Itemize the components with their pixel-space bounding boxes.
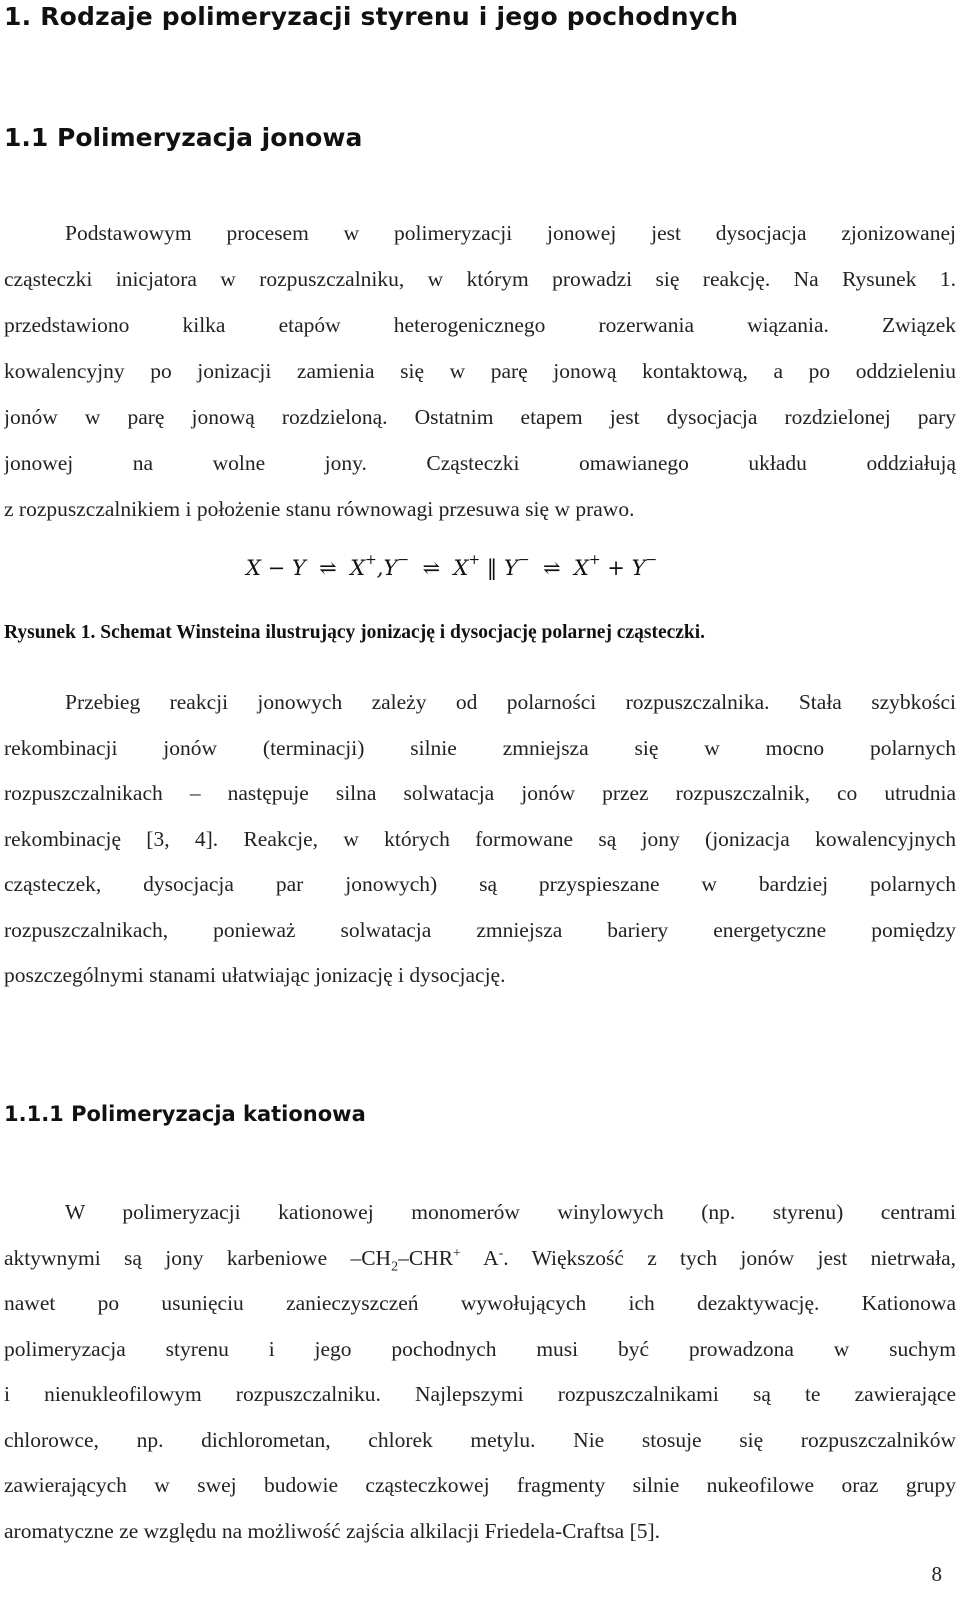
paragraph-ionic-polymerization — [4, 210, 956, 532]
equilibrium-arrow: ⇌ — [422, 556, 441, 580]
section-heading: 1.1 Polimeryzacja jonowa — [4, 123, 363, 152]
paragraph-line-formula — [4, 1236, 956, 1282]
chapter-heading: 1. Rodzaje polimeryzacji styrenu i jego pochodnych — [4, 2, 739, 31]
eq-charge: + — [588, 552, 601, 568]
paragraph-line: jonów w parę jonową rozdzieloną. Ostatnim etapem jest dysocjacja rozdzielonej pary — [4, 405, 956, 429]
subsection-heading: 1.1.1 Polimeryzacja kationowa — [4, 1102, 366, 1126]
paragraph-line: rekombinację [3, 4]. Reakcje, w których formowane są jony (jonizacja kowalencyjnych — [4, 826, 956, 851]
eq-charge: − — [517, 552, 530, 568]
eq-charge: + — [365, 552, 377, 568]
paragraph-line: zawierających w swej budowie cząsteczkowej fragmenty silnie nukeofilowe oraz grupy — [4, 1473, 956, 1497]
text-run: . Większość z tych jonów jest nietrwała, — [503, 1245, 956, 1270]
paragraph-line: polimeryzacja styrenu i jego pochodnych musi być prowadzona w suchym — [4, 1336, 956, 1361]
eq-term: Y — [631, 556, 646, 580]
page-number: 8 — [931, 1562, 942, 1586]
paragraph-line: poszczególnymi stanami ułatwiając jonizację i dysocjację. — [4, 963, 506, 987]
superscript: + — [453, 1245, 461, 1261]
text-run: A — [460, 1245, 499, 1270]
paragraph-line: Podstawowym procesem w polimeryzacji jonowej jest dysocjacja zjonizowanej — [65, 221, 956, 245]
paragraph-line: chlorowce, np. dichlorometan, chlorek metylu. Nie stosuje się rozpuszczalników — [4, 1427, 956, 1452]
winstein-equation: X − Y ⇌ X+,Y− ⇌ X+ ‖ Y− ⇌ X+ + Y− — [246, 552, 658, 580]
subscript: 2 — [391, 1258, 399, 1274]
paragraph-line: W polimeryzacji kationowej monomerów winylowych (np. styrenu) centrami — [65, 1200, 956, 1224]
eq-term: Y — [503, 556, 518, 580]
paragraph-line: Przebieg reakcji jonowych zależy od polarności rozpuszczalnika. Stała szybkości — [65, 690, 956, 714]
paragraph-line: i nienukleofilowym rozpuszczalniku. Najlepszymi rozpuszczalnikami są te zawierające — [4, 1382, 956, 1406]
paragraph-line: z rozpuszczalnikiem i położenie stanu równowagi przesuwa się w prawo. — [4, 497, 635, 521]
eq-plus: + — [607, 556, 625, 580]
paragraph-line: kowalencyjny po jonizacji zamienia się w parę jonową kontaktową, a po oddzieleniu — [4, 359, 956, 383]
eq-charge: − — [397, 552, 410, 568]
paragraph-line: przedstawiono kilka etapów heterogenicznego rozerwania wiązania. Związek — [4, 313, 956, 337]
paragraph-line: cząsteczki inicjatora w rozpuszczalniku, w którym prowadzi się reakcję. Na Rysunek 1. — [4, 267, 956, 291]
paragraph-line: cząsteczek, dysocjacja par jonowych) są przyspieszane w bardziej polarnych — [4, 872, 956, 896]
equation-lhs: X − Y — [246, 556, 306, 580]
eq-term: X — [453, 556, 469, 580]
paragraph-cationic-polymerization — [4, 1190, 956, 1554]
figure-caption: Rysunek 1. Schemat Winsteina ilustrujący jonizację i dysocjację polarnej cząsteczki. — [4, 622, 706, 643]
eq-separator: ‖ — [486, 556, 498, 580]
paragraph-line: jonowej na wolne jony. Cząsteczki omawianego układu oddziałują — [4, 451, 956, 475]
paragraph-solvent-polarity — [4, 680, 956, 999]
eq-charge: − — [645, 552, 658, 568]
text-run: aktywnymi są jony karbeniowe –CH — [4, 1245, 392, 1270]
eq-term: X — [573, 556, 589, 580]
eq-term: Y — [383, 556, 398, 580]
paragraph-line: rekombinacji jonów (terminacji) silnie zmniejsza się w mocno polarnych — [4, 735, 956, 760]
eq-charge: + — [468, 552, 481, 568]
paragraph-line: nawet po usunięciu zanieczyszczeń wywołujących ich dezaktywację. Kationowa — [4, 1291, 956, 1315]
eq-term: X — [350, 556, 366, 580]
paragraph-line: rozpuszczalnikach – następuje silna solwatacja jonów przez rozpuszczalnik, co utrudnia — [4, 781, 956, 805]
equilibrium-arrow: ⇌ — [319, 556, 337, 580]
text-run: –CHR — [398, 1245, 454, 1270]
paragraph-line: rozpuszczalnikach, ponieważ solwatacja zmniejsza bariery energetyczne pomiędzy — [4, 917, 956, 942]
equilibrium-arrow: ⇌ — [542, 556, 561, 580]
superscript: - — [498, 1245, 504, 1261]
paragraph-line: aromatyczne ze względu na możliwość zajścia alkilacji Friedela-Craftsa [5]. — [4, 1518, 661, 1543]
